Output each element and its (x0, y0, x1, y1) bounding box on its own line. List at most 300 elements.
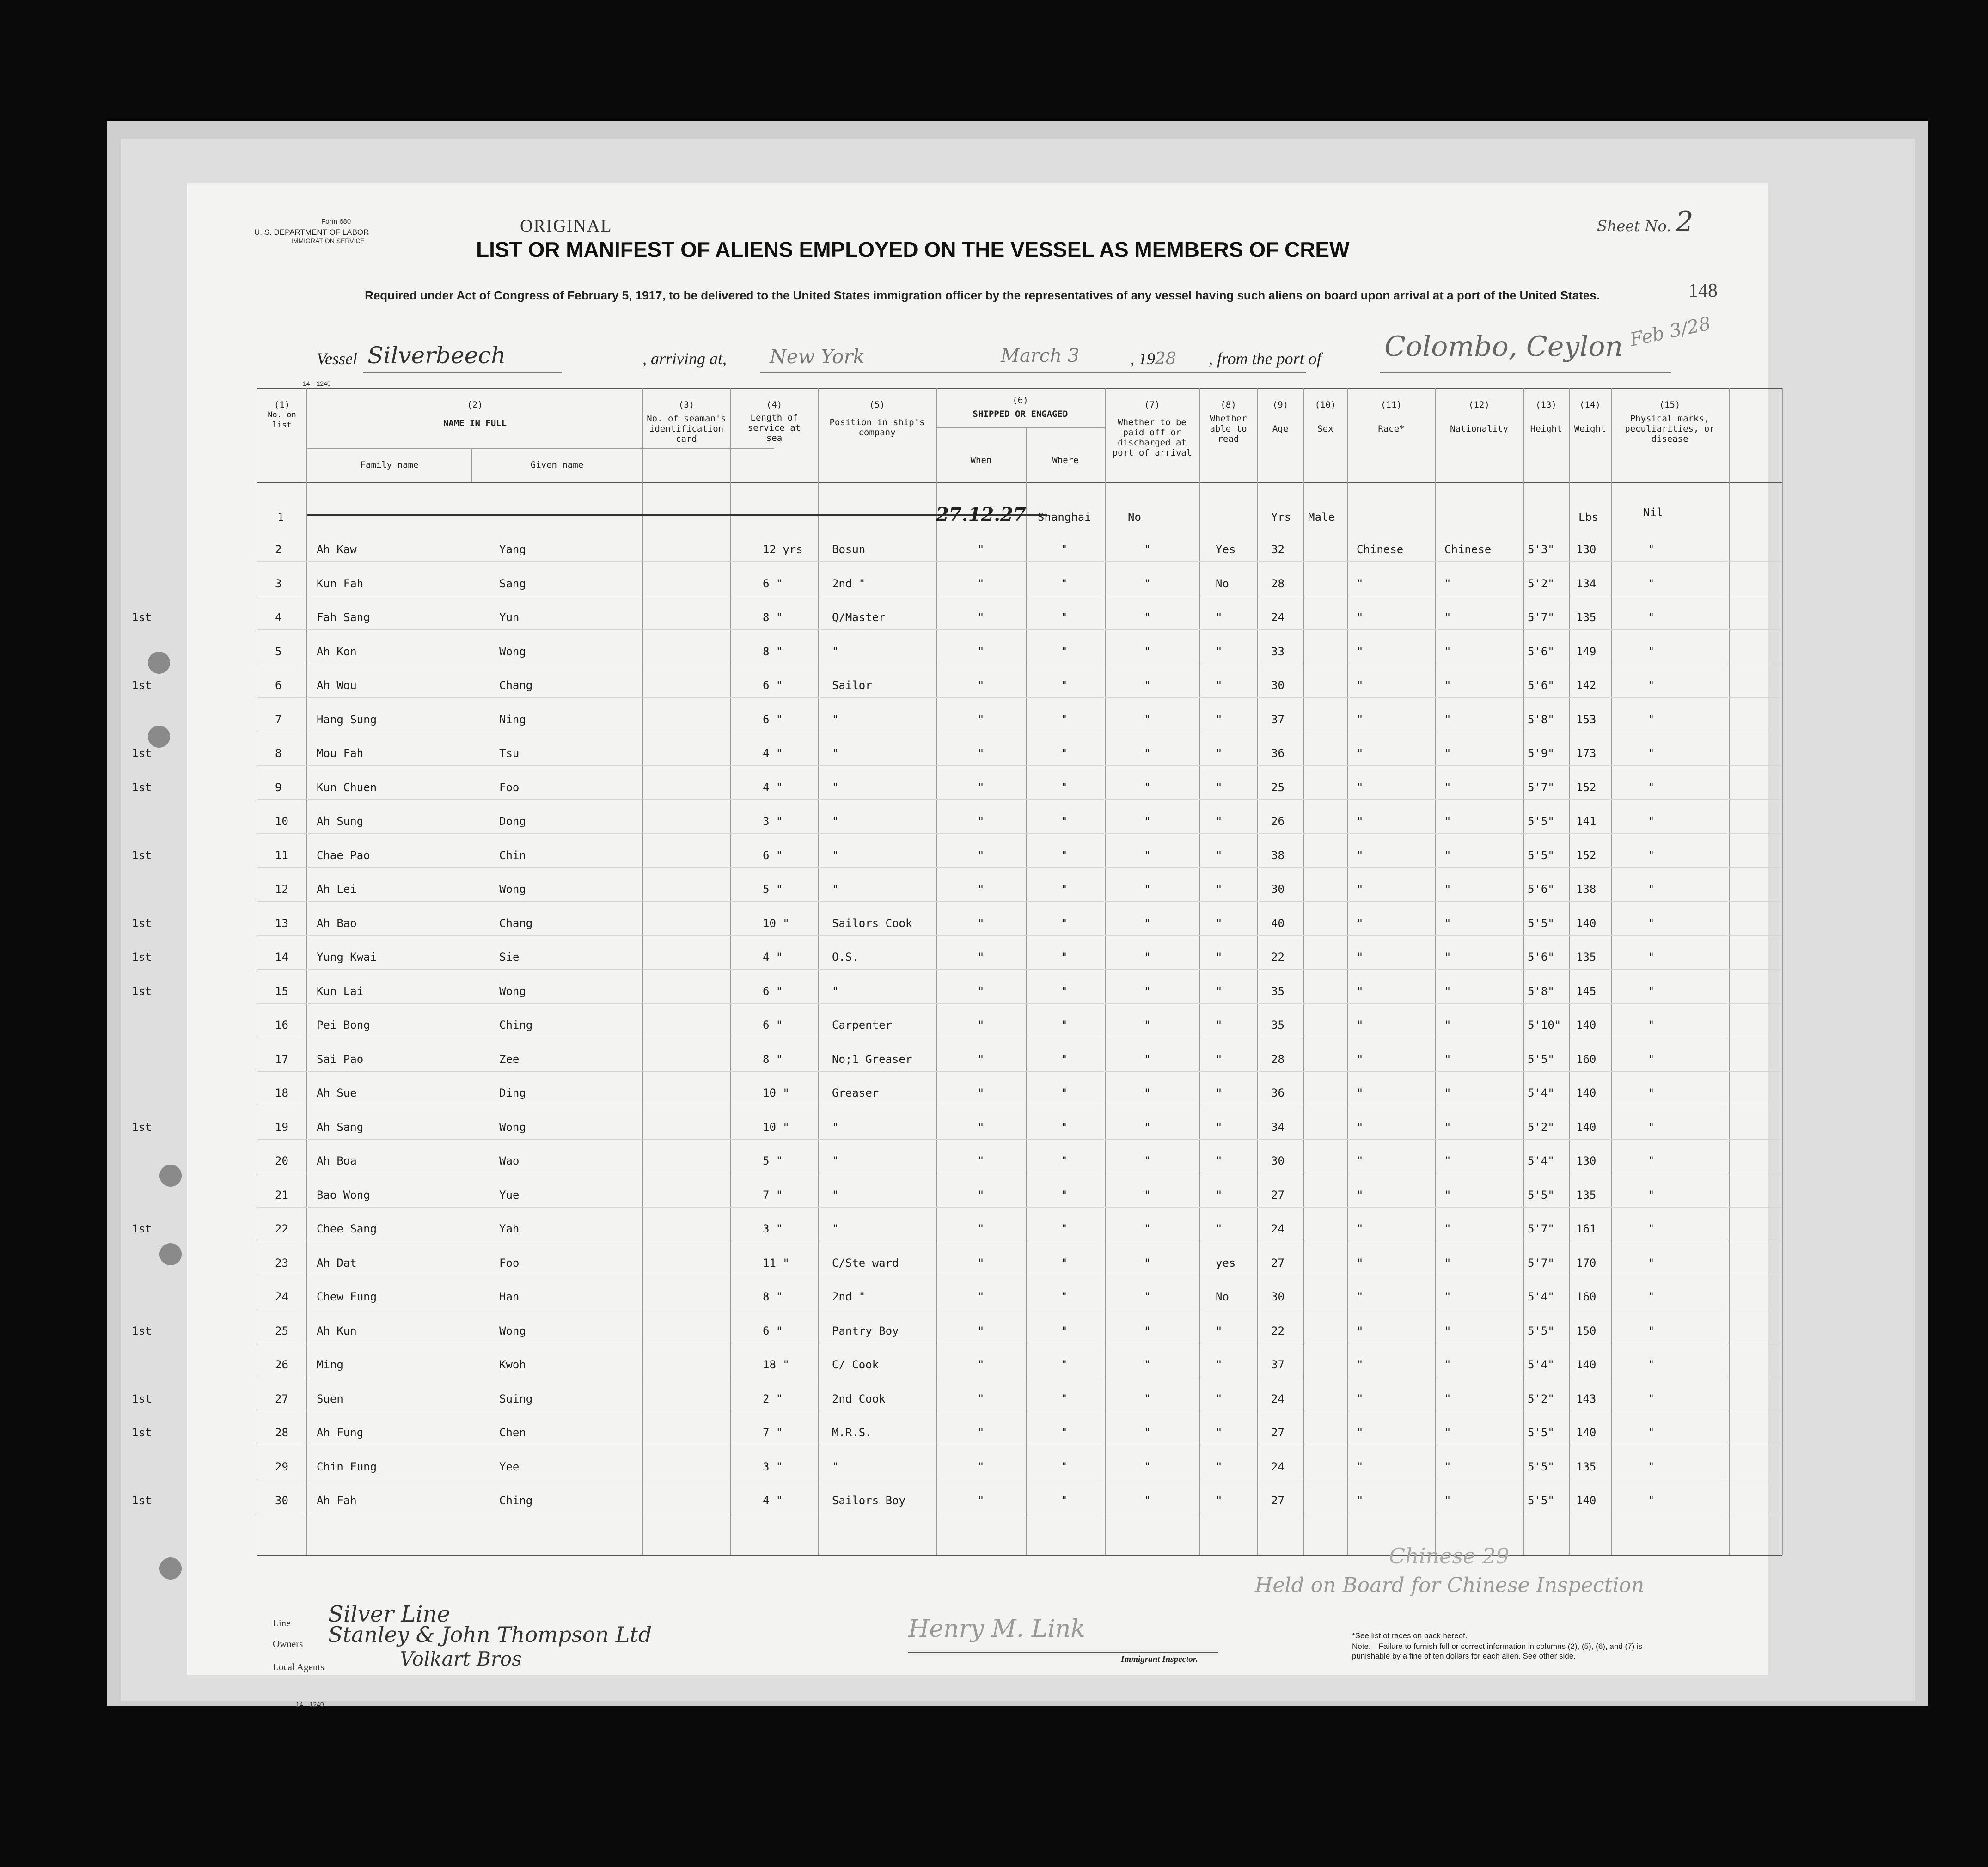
column-rule (936, 388, 937, 1555)
service-length: 12 yrs (763, 543, 803, 556)
margin-mark: 1st (132, 917, 152, 930)
age: 27 (1271, 1494, 1285, 1507)
column-rule (1782, 388, 1783, 1555)
col-4-header: (4) Length of service at sea (747, 400, 801, 443)
physical-marks: " (1648, 1257, 1655, 1269)
position: O.S. (832, 951, 859, 964)
able-to-read: " (1216, 1053, 1223, 1066)
race: " (1357, 645, 1364, 658)
shipped-where: " (1061, 849, 1068, 862)
weight: 145 (1576, 985, 1597, 998)
race: " (1357, 1053, 1364, 1066)
nationality: " (1444, 917, 1451, 930)
weight: 142 (1576, 679, 1597, 692)
nationality: " (1444, 1290, 1451, 1303)
paid-off: " (1144, 1121, 1151, 1134)
margin-mark: 1st (132, 1222, 152, 1235)
age: 27 (1271, 1426, 1285, 1439)
paid-off: " (1144, 1189, 1151, 1202)
shipped-when: " (978, 747, 985, 760)
list-number: 6 (275, 679, 282, 692)
able-to-read: " (1216, 713, 1223, 726)
service-length: 4 " (763, 747, 783, 760)
margin-mark: 1st (132, 747, 152, 760)
family-name: Sai Pao (317, 1053, 364, 1066)
family-name: Ah Bao (317, 917, 357, 930)
shipped-when: " (978, 1426, 985, 1439)
shipped-when: " (978, 1189, 985, 1202)
service-length: 8 " (763, 645, 783, 658)
table-top-border (257, 388, 1782, 389)
service-length: 4 " (763, 1494, 783, 1507)
height: 5'5" (1528, 1460, 1554, 1473)
able-to-read: " (1216, 951, 1223, 964)
weight: 173 (1576, 747, 1597, 760)
family-name: Ah Kaw (317, 543, 357, 556)
nationality: " (1444, 713, 1451, 726)
nationality: " (1444, 1257, 1451, 1269)
able-to-read: " (1216, 1189, 1223, 1202)
vessel-label: Vessel (317, 349, 357, 368)
position: Pantry Boy (832, 1324, 899, 1337)
physical-marks: " (1648, 849, 1655, 862)
row-rule (257, 969, 1782, 970)
inspector-signature: Henry M. Link (908, 1615, 1085, 1643)
owners-label: Owners (273, 1638, 303, 1649)
given-name: Wong (499, 985, 526, 998)
paid-off: " (1144, 1460, 1151, 1473)
position: 2nd Cook (832, 1392, 886, 1405)
weight: 130 (1576, 1154, 1597, 1167)
given-name: Ning (499, 713, 526, 726)
list-number: 29 (275, 1460, 288, 1473)
given-name: Yee (499, 1460, 520, 1473)
height: 5'8" (1528, 985, 1554, 998)
list-number: 23 (275, 1257, 288, 1269)
list-number: 4 (275, 611, 282, 624)
age: 30 (1271, 1290, 1285, 1303)
family-name: Chae Pao (317, 849, 370, 862)
row-rule (257, 867, 1782, 868)
able-to-read: " (1216, 1426, 1223, 1439)
service-length: 18 " (763, 1358, 789, 1371)
paid-off: " (1144, 1222, 1151, 1235)
shipped-where: " (1061, 1460, 1068, 1473)
shipped-where: " (1061, 543, 1068, 556)
col-1-header: (1) No. on list (268, 400, 296, 430)
race: " (1357, 1189, 1364, 1202)
shipped-when: " (978, 985, 985, 998)
age: 40 (1271, 917, 1285, 930)
paid-off: " (1144, 1426, 1151, 1439)
col-11-header: (11) Race* (1378, 400, 1405, 434)
list-number: 3 (275, 577, 282, 590)
physical-marks: " (1648, 713, 1655, 726)
able-to-read: yes (1216, 1257, 1236, 1269)
family-name: Chee Sang (317, 1222, 377, 1235)
column-rule (1105, 388, 1106, 1555)
given-name: Chin (499, 849, 526, 862)
family-name: Ah Kon (317, 645, 357, 658)
physical-marks: " (1648, 781, 1655, 794)
service-length: 4 " (763, 951, 783, 964)
shipped-where: " (1061, 1189, 1068, 1202)
margin-mark: 1st (132, 679, 152, 692)
weight: 140 (1576, 917, 1597, 930)
punch-hole (159, 1557, 182, 1580)
physical-marks: " (1648, 1324, 1655, 1337)
shipped-where: " (1061, 1121, 1068, 1134)
col-8-header: (8) Whether able to read (1210, 400, 1247, 444)
physical-marks: " (1648, 1426, 1655, 1439)
family-name: Kun Fah (317, 577, 364, 590)
shipped-where: " (1061, 1392, 1068, 1405)
able-to-read: " (1216, 849, 1223, 862)
race: " (1357, 951, 1364, 964)
shipped-when-header: When (970, 455, 992, 465)
paid-off: " (1144, 1324, 1151, 1337)
physical-marks: " (1648, 679, 1655, 692)
physical-marks: " (1648, 1460, 1655, 1473)
nationality: " (1444, 1189, 1451, 1202)
height: 5'10" (1528, 1019, 1561, 1031)
race: " (1357, 815, 1364, 828)
race: " (1357, 917, 1364, 930)
margin-mark: 1st (132, 951, 152, 964)
print-code-top: 14—1240 (303, 380, 331, 387)
physical-marks: " (1648, 815, 1655, 828)
shipped-when: " (978, 1358, 985, 1371)
family-name: Suen (317, 1392, 343, 1405)
position: " (832, 747, 839, 760)
given-name: Chen (499, 1426, 526, 1439)
able-to-read: " (1216, 747, 1223, 760)
race: " (1357, 1460, 1364, 1473)
physical-marks: " (1648, 611, 1655, 624)
age: 22 (1271, 1324, 1285, 1337)
given-name: Yue (499, 1189, 520, 1202)
list-number: 12 (275, 883, 288, 896)
weight: 130 (1576, 543, 1597, 556)
race: " (1357, 849, 1364, 862)
paid-off: " (1144, 849, 1151, 862)
shipped-when: " (978, 849, 985, 862)
race: " (1357, 1154, 1364, 1167)
shipped-when: " (978, 713, 985, 726)
list-number: 16 (275, 1019, 288, 1031)
weight: 150 (1576, 1324, 1597, 1337)
height: 5'2" (1528, 577, 1554, 590)
age: 32 (1271, 543, 1285, 556)
nationality: " (1444, 1460, 1451, 1473)
family-name: Kun Chuen (317, 781, 377, 794)
service-length: 10 " (763, 1121, 789, 1134)
margin-mark: 1st (132, 1392, 152, 1405)
paid-off: " (1144, 1019, 1151, 1031)
owners-value: Stanley & John Thompson Ltd (328, 1622, 652, 1647)
shipped-when: " (978, 1392, 985, 1405)
service-length: 5 " (763, 883, 783, 896)
paid-off: " (1144, 985, 1151, 998)
list-number: 30 (275, 1494, 288, 1507)
family-name: Ah Fah (317, 1494, 357, 1507)
shipped-where: " (1061, 1494, 1068, 1507)
able-to-read: " (1216, 815, 1223, 828)
paid-off: " (1144, 917, 1151, 930)
given-name: Zee (499, 1053, 520, 1066)
list-number: 25 (275, 1324, 288, 1337)
punch-hole (159, 1243, 182, 1265)
chinese-total-note: Chinese 29 (1389, 1544, 1510, 1568)
height: 5'8" (1528, 713, 1554, 726)
departure-port: Colombo, Ceylon (1384, 330, 1623, 363)
punch-hole (148, 652, 170, 674)
shipped-when: " (978, 1121, 985, 1134)
service-length: 6 " (763, 713, 783, 726)
punch-hole (148, 726, 170, 748)
physical-marks: " (1648, 1189, 1655, 1202)
physical-marks: " (1648, 645, 1655, 658)
weight: 152 (1576, 781, 1597, 794)
paid-off: " (1144, 781, 1151, 794)
paid-off: " (1144, 611, 1151, 624)
paid-off: " (1144, 815, 1151, 828)
paid-off: " (1144, 1053, 1151, 1066)
col-14-header: (14) Weight (1574, 400, 1606, 434)
list-number: 9 (275, 781, 282, 794)
weight: 149 (1576, 645, 1597, 658)
nationality: " (1444, 1494, 1451, 1507)
nationality: " (1444, 849, 1451, 862)
able-to-read: " (1216, 917, 1223, 930)
margin-mark: 1st (132, 1494, 152, 1507)
agents-value: Volkart Bros (400, 1647, 522, 1670)
family-name: Ah Sang (317, 1121, 364, 1134)
race: " (1357, 679, 1364, 692)
service-length: 6 " (763, 1019, 783, 1031)
given-name: Wong (499, 883, 526, 896)
shipped-where: " (1061, 1324, 1068, 1337)
row-1-age: Yrs (1271, 511, 1291, 524)
shipped-where: " (1061, 1358, 1068, 1371)
service-length: 6 " (763, 1324, 783, 1337)
shipped-when: " (978, 679, 985, 692)
row-rule (257, 561, 1782, 562)
arrival-rule (760, 372, 1306, 373)
able-to-read: " (1216, 645, 1223, 658)
position: Sailors Cook (832, 917, 912, 930)
position: " (832, 1222, 839, 1235)
shipped-subheader-rule (936, 427, 1105, 428)
shipped-when: " (978, 611, 985, 624)
row-1-shipped-where: Shanghai (1038, 511, 1091, 524)
height: 5'5" (1528, 1494, 1554, 1507)
shipped-where: " (1061, 951, 1068, 964)
position: M.R.S. (832, 1426, 872, 1439)
given-name: Yun (499, 611, 520, 624)
able-to-read: No (1216, 577, 1229, 590)
list-number: 28 (275, 1426, 288, 1439)
family-name: Ah Fung (317, 1426, 364, 1439)
physical-marks: " (1648, 985, 1655, 998)
col-10-header: (10) Sex (1315, 400, 1336, 434)
row-rule (257, 799, 1782, 800)
service-length: 10 " (763, 917, 789, 930)
row-rule (257, 1071, 1782, 1072)
row-rule (257, 629, 1782, 630)
row-1-sex: Male (1308, 511, 1335, 524)
position: " (832, 1460, 839, 1473)
race: " (1357, 713, 1364, 726)
year-label: , 1928 (1130, 349, 1176, 368)
shipped-when: " (978, 1019, 985, 1031)
height: 5'5" (1528, 849, 1554, 862)
age: 24 (1271, 611, 1285, 624)
shipped-where: " (1061, 1426, 1068, 1439)
able-to-read: " (1216, 1494, 1223, 1507)
list-number: 8 (275, 747, 282, 760)
height: 5'5" (1528, 815, 1554, 828)
height: 5'3" (1528, 543, 1554, 556)
weight: 170 (1576, 1257, 1597, 1269)
position: C/ Cook (832, 1358, 879, 1371)
age: 30 (1271, 883, 1285, 896)
list-number: 13 (275, 917, 288, 930)
position: " (832, 781, 839, 794)
table-header-border (257, 482, 1782, 483)
list-number: 24 (275, 1290, 288, 1303)
agents-label: Local Agents (273, 1661, 324, 1672)
physical-marks: " (1648, 1053, 1655, 1066)
given-name: Yang (499, 543, 526, 556)
nationality: " (1444, 985, 1451, 998)
given-name: Chang (499, 679, 533, 692)
row-rule (257, 765, 1782, 766)
arriving-label: , arriving at, (642, 349, 727, 368)
shipped-when: " (978, 951, 985, 964)
given-name: Tsu (499, 747, 520, 760)
list-number: 10 (275, 815, 288, 828)
shipped-where: " (1061, 1086, 1068, 1099)
physical-marks: " (1648, 1392, 1655, 1405)
margin-mark: 1st (132, 985, 152, 998)
paid-off: " (1144, 747, 1151, 760)
position: 2nd " (832, 577, 866, 590)
list-number: 21 (275, 1189, 288, 1202)
position: Greaser (832, 1086, 879, 1099)
row-1-paid-off: No (1128, 511, 1141, 524)
physical-marks: " (1648, 1154, 1655, 1167)
shipped-where: " (1061, 917, 1068, 930)
shipped-where: " (1061, 1257, 1068, 1269)
given-name: Wong (499, 645, 526, 658)
weight: 135 (1576, 1460, 1597, 1473)
margin-mark: 1st (132, 849, 152, 862)
list-number: 19 (275, 1121, 288, 1134)
paid-off: " (1144, 577, 1151, 590)
departure-rule (1380, 372, 1671, 373)
list-number: 22 (275, 1222, 288, 1235)
margin-mark: 1st (132, 611, 152, 624)
column-rule (1199, 388, 1200, 1555)
column-rule (642, 388, 643, 1555)
shipped-when: " (978, 645, 985, 658)
race: " (1357, 1222, 1364, 1235)
shipped-where: " (1061, 1222, 1068, 1235)
weight: 135 (1576, 951, 1597, 964)
shipped-when: " (978, 1086, 985, 1099)
height: 5'7" (1528, 611, 1554, 624)
paid-off: " (1144, 883, 1151, 896)
age: 27 (1271, 1189, 1285, 1202)
margin-mark: 1st (132, 781, 152, 794)
column-rule (1523, 388, 1524, 1555)
shipped-where: " (1061, 883, 1068, 896)
position: Carpenter (832, 1019, 893, 1031)
family-name: Ming (317, 1358, 343, 1371)
punch-hole (159, 1165, 182, 1187)
service-length: 7 " (763, 1189, 783, 1202)
col-2-header: (2) NAME IN FULL (443, 400, 507, 428)
height: 5'7" (1528, 1222, 1554, 1235)
nationality: " (1444, 1222, 1451, 1235)
able-to-read: Yes (1216, 543, 1236, 556)
able-to-read: " (1216, 679, 1223, 692)
age: 24 (1271, 1392, 1285, 1405)
shipped-when: " (978, 1494, 985, 1507)
weight: 161 (1576, 1222, 1597, 1235)
able-to-read: " (1216, 1086, 1223, 1099)
given-name: Chang (499, 917, 533, 930)
weight: 140 (1576, 1019, 1597, 1031)
paid-off: " (1144, 1392, 1151, 1405)
physical-marks: " (1648, 1494, 1655, 1507)
department-label: U. S. DEPARTMENT OF LABOR (254, 228, 369, 237)
position: No;1 Greaser (832, 1053, 912, 1066)
shipped-where: " (1061, 577, 1068, 590)
weight: 153 (1576, 713, 1597, 726)
position: Bosun (832, 543, 866, 556)
paid-off: " (1144, 1257, 1151, 1269)
nationality: " (1444, 1053, 1451, 1066)
position: 2nd " (832, 1290, 866, 1303)
nationality: " (1444, 1426, 1451, 1439)
shipped-where: " (1061, 713, 1068, 726)
arrival-port: New York (770, 345, 865, 368)
given-name: Suing (499, 1392, 533, 1405)
shipped-where: " (1061, 781, 1068, 794)
service-length: 3 " (763, 1460, 783, 1473)
physical-marks: " (1648, 1222, 1655, 1235)
nationality: " (1444, 679, 1451, 692)
vessel-rule (363, 372, 562, 373)
race: " (1357, 1358, 1364, 1371)
family-name: Fah Sang (317, 611, 370, 624)
margin-mark: 1st (132, 1426, 152, 1439)
nationality: " (1444, 951, 1451, 964)
column-rule (730, 388, 731, 1555)
given-name: Wao (499, 1154, 520, 1167)
family-name-header: Family name (360, 460, 419, 470)
margin-mark: 1st (132, 1324, 152, 1337)
nationality: " (1444, 611, 1451, 624)
nationality: " (1444, 1392, 1451, 1405)
family-name: Ah Sung (317, 815, 364, 828)
service-length: 8 " (763, 1053, 783, 1066)
penalty-note: Note.—Failure to furnish full or correct information in columns (2), (5), (6), and (7) is punishable by a fine of ten dollars for each alien. See other side. (1352, 1642, 1643, 1660)
shipped-when: " (978, 1222, 985, 1235)
able-to-read: " (1216, 883, 1223, 896)
